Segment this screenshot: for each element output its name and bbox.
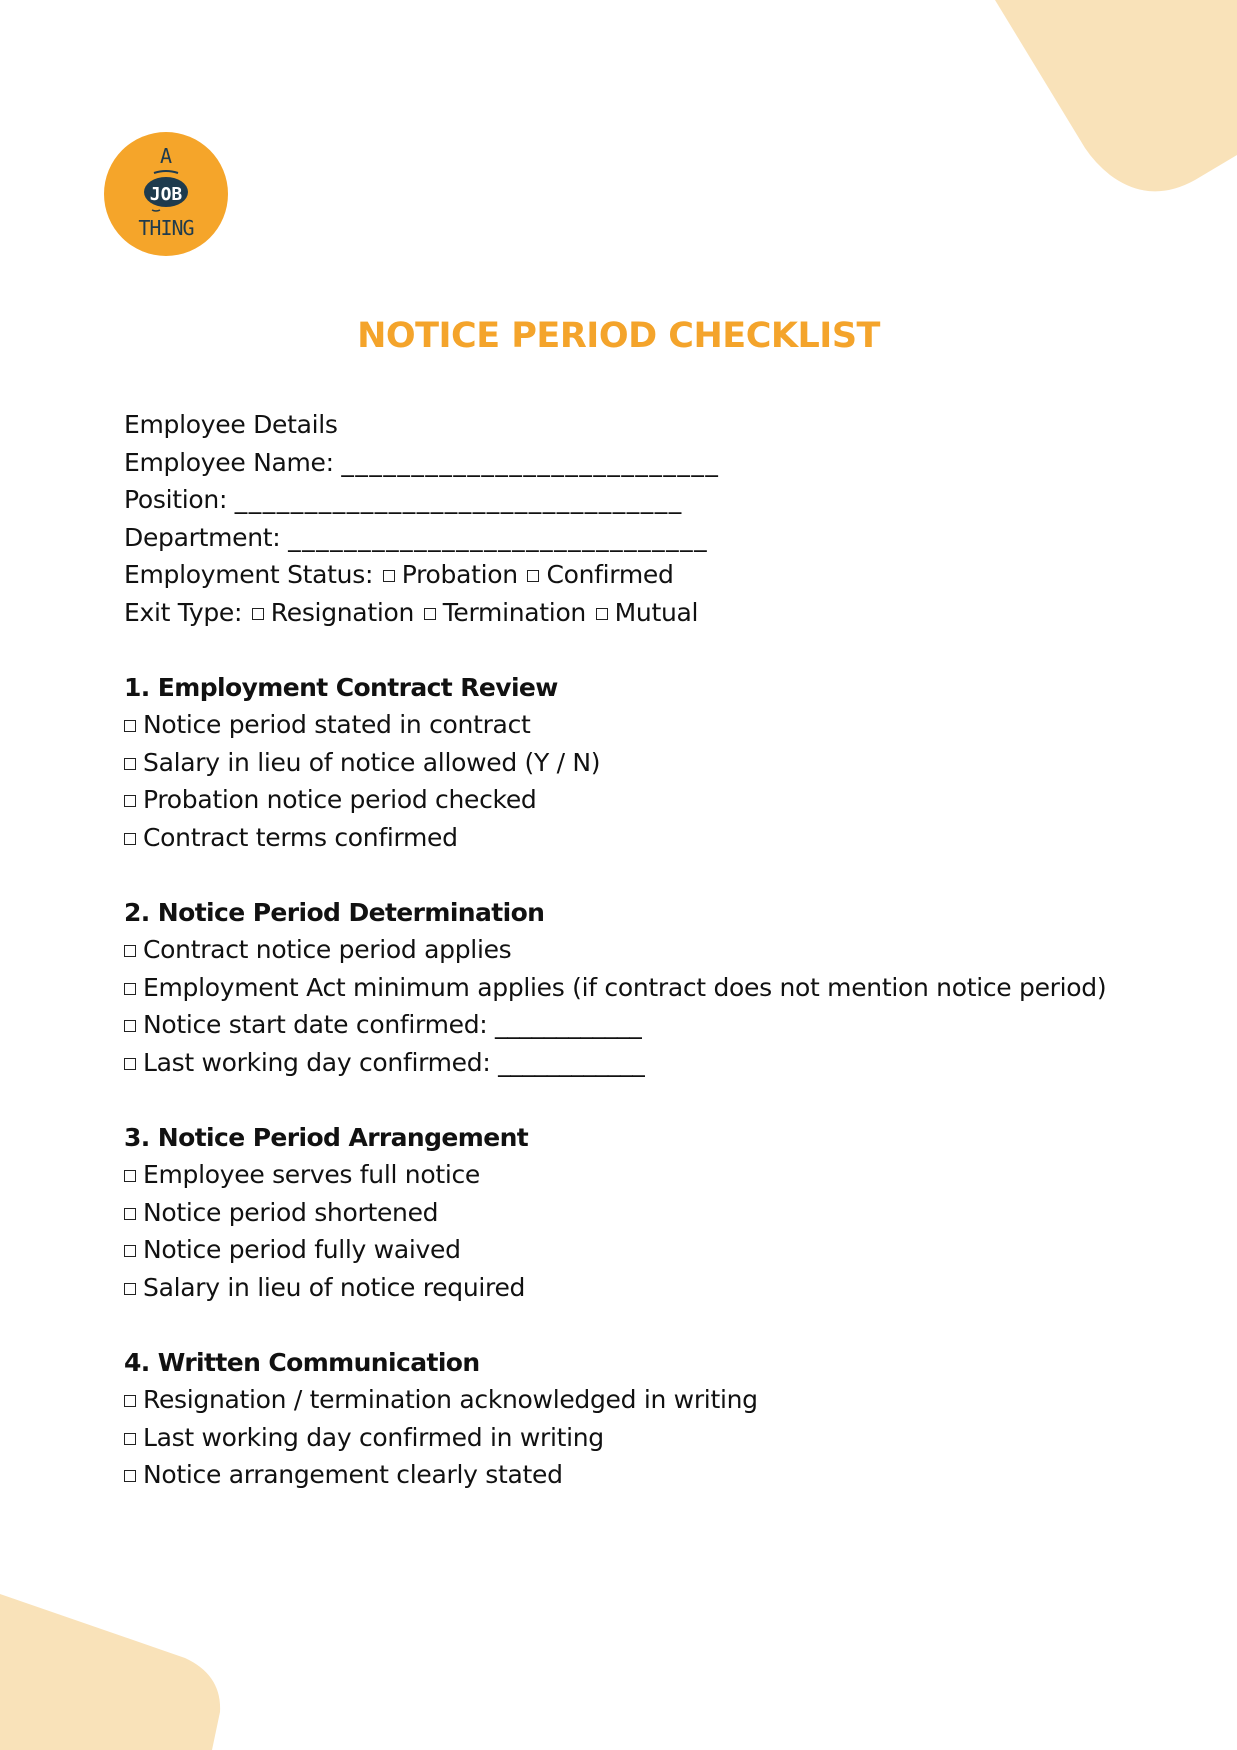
checklist-item[interactable]: [124, 1156, 1124, 1194]
item-label: Resignation / termination acknowledged in writing: [143, 1385, 758, 1414]
logo-text-job: JOB: [149, 184, 183, 205]
item-label: Contract notice period applies: [143, 935, 512, 964]
employment-status-row: [124, 556, 1124, 594]
item-label: Notice period fully waived: [143, 1235, 461, 1264]
checklist-item[interactable]: [124, 1419, 1124, 1457]
section-notice-arrangement: [124, 1119, 1124, 1307]
checklist-item[interactable]: [124, 706, 1124, 744]
checkbox[interactable]: [124, 1283, 136, 1295]
checkbox[interactable]: [124, 758, 136, 770]
option-confirmed: Confirmed: [546, 560, 674, 589]
checklist-item[interactable]: [124, 819, 1124, 857]
exit-type-label: Exit Type:: [124, 597, 243, 627]
department-row: [124, 519, 1124, 557]
checklist-item[interactable]: [124, 1381, 1124, 1419]
item-label: Employee serves full notice: [143, 1160, 480, 1189]
checkbox-mutual[interactable]: [596, 608, 608, 620]
checkbox[interactable]: [124, 1395, 136, 1407]
item-label: Notice period shortened: [143, 1197, 439, 1227]
section-heading: 2. Notice Period Determination: [124, 897, 545, 927]
logo-text-a: A: [159, 144, 173, 168]
checkbox[interactable]: [124, 1245, 136, 1257]
section-notice-determination: [124, 894, 1124, 1082]
item-label: Last working day confirmed: ____________: [143, 1047, 645, 1077]
checkbox-confirmed[interactable]: [527, 570, 539, 582]
checkbox[interactable]: [124, 795, 136, 807]
checklist-item[interactable]: [124, 744, 1124, 782]
company-logo: [104, 132, 228, 256]
checklist-item[interactable]: [124, 1269, 1124, 1307]
checklist-item[interactable]: [124, 1231, 1124, 1269]
employee-name-row: [124, 444, 1124, 482]
checklist-item[interactable]: [124, 1006, 1124, 1044]
employee-name-field[interactable]: ___________________________: [341, 447, 720, 477]
item-label: Salary in lieu of notice required: [143, 1272, 526, 1302]
checkbox-resignation[interactable]: [252, 608, 264, 620]
checklist-item[interactable]: [124, 1194, 1124, 1232]
checkbox[interactable]: [124, 1020, 136, 1032]
employee-details-section: [124, 406, 1124, 631]
employee-details-heading: Employee Details: [124, 410, 338, 439]
item-label: Notice arrangement clearly stated: [143, 1460, 563, 1489]
item-label: Probation notice period checked: [143, 785, 537, 814]
item-label: Contract terms confirmed: [143, 822, 458, 852]
section-contract-review: [124, 669, 1124, 857]
section-heading: 3. Notice Period Arrangement: [124, 1122, 529, 1152]
exit-type-row: [124, 594, 1124, 632]
option-probation: Probation: [401, 560, 518, 589]
checklist-item[interactable]: [124, 1456, 1124, 1494]
section-heading: 4. Written Communication: [124, 1347, 480, 1377]
option-termination: Termination: [442, 597, 586, 627]
checkbox[interactable]: [124, 1058, 136, 1070]
checkbox[interactable]: [124, 833, 136, 845]
item-label: Notice start date confirmed: ____________: [143, 1010, 642, 1039]
logo-text-thing: THING: [138, 216, 194, 240]
logo-mark: [104, 132, 228, 256]
checklist-content: [124, 406, 1124, 1494]
checklist-item[interactable]: [124, 1044, 1124, 1082]
checklist-item[interactable]: [124, 781, 1124, 819]
employee-name-label: Employee Name:: [124, 447, 334, 477]
option-mutual: Mutual: [614, 597, 699, 627]
checkbox[interactable]: [124, 1470, 136, 1482]
item-label: Employment Act minimum applies (if contract does not mention notice period): [143, 972, 1107, 1002]
checkbox[interactable]: [124, 1208, 136, 1220]
employment-status-label: Employment Status:: [124, 560, 374, 589]
checkbox-probation[interactable]: [383, 570, 395, 582]
checklist-item[interactable]: [124, 931, 1124, 969]
checkbox[interactable]: [124, 1433, 136, 1445]
section-heading: 1. Employment Contract Review: [124, 672, 558, 702]
position-row: [124, 481, 1124, 519]
department-field[interactable]: ______________________________: [288, 522, 709, 552]
checkbox[interactable]: [124, 983, 136, 995]
position-field[interactable]: ________________________________: [234, 485, 683, 514]
option-resignation: Resignation: [270, 597, 415, 627]
checkbox[interactable]: [124, 945, 136, 957]
document-title: NOTICE PERIOD CHECKLIST: [357, 316, 880, 356]
checkbox[interactable]: [124, 1170, 136, 1182]
department-label: Department:: [124, 522, 281, 552]
position-label: Position:: [124, 485, 228, 514]
checklist-item[interactable]: [124, 969, 1114, 1007]
top-right-decor-shape: [995, 0, 1237, 191]
item-label: Last working day confirmed in writing: [143, 1422, 604, 1452]
bottom-left-decor-shape: [0, 1594, 220, 1750]
item-label: Salary in lieu of notice allowed (Y / N): [143, 747, 601, 777]
section-written-communication: [124, 1344, 1124, 1494]
checkbox[interactable]: [124, 720, 136, 732]
checkbox-termination[interactable]: [424, 608, 436, 620]
item-label: Notice period stated in contract: [143, 710, 531, 739]
